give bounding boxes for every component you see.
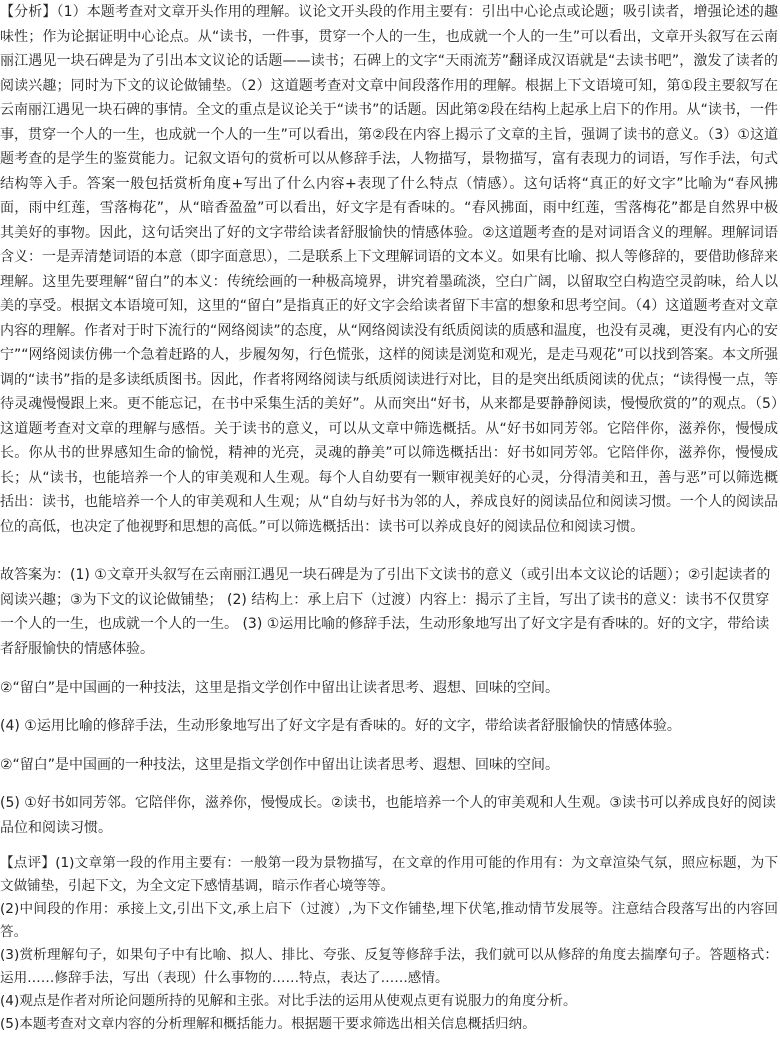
review-line-3: (3)赏析理解句子，如果句子中有比喻、拟人、排比、夸张、反复等修辞手法，我们就可以从修辞的角度去揣摩句子。答题格式：运用……修辞手法，写出（表现）什么事物的……特点，表达了……感情。 <box>0 947 778 986</box>
review-heading: 【点评】 <box>0 855 56 871</box>
review-line-5: (5)本题考查对文章内容的分析理解和概括能力。根据题干要求筛选出相关信息概括归纳。 <box>0 1016 536 1032</box>
review-text-1: (1)文章第一段的作用主要有：一般第一段为景物描写，在文章的作用可能的作用有：为文章渲染气氛，照应标题，为下文做铺垫，引起下文，为全文定下感情基调，暗示作者心境等等。 <box>0 855 778 894</box>
analysis-heading: 【分析】 <box>0 4 57 20</box>
review-section <box>0 852 778 1036</box>
answer-paragraph-1: 故答案为：(1) ①文章开头叙写在云南丽江遇见一块石碑是为了引出下文读书的意义（或引出本文议论的话题）；②引起读者的阅读兴趣；③为下文的议论做铺垫； (2) 结构上：承上启下（过渡）内容上：揭示了主旨，写出了读书的意义：读书不仅贯穿一个人的一生，也成就一个人的一生。 (3) ①运用比喻的修辞手法，生动形象地写出了好文字是有香味的。好的文字，带给读者舒服愉快的情感体验。 <box>0 567 771 657</box>
analysis-text: （1）本题考查对文章开头作用的理解。议论文开头段的作用主要有：引出中心论点或论题；吸引读者，增强论述的趣味性；作为论据证明中心论点。从“读书，一件事，贯穿一个人的一生，也成就一个人的一生”可以看出，文章开头叙写在云南丽江遇见一块石碑是为了引出本文议论的话题——读书；石碑上的文字“天雨流芳”翻译成汉语就是“去读书吧”，激发了读者的阅读兴趣；同时为下文的议论做铺垫。（2）这道题考查对文章中间段落作用的理解。根据上下文语境可知，第①段主要叙写在云南丽江遇见一块石碑的事情。全文的重点是议论关于“读书”的话题。因此第②段在结构上起承上启下的作用。从“读书，一件事，贯穿一个人的一生，也成就一个人的一生”可以看出，第②段在内容上揭示了文章的主旨，强调了读书的意义。（3）①这道题考查的是学生的鉴赏能力。记叙文语句的赏析可以从修辞手法，人物描写，景物描写，富有表现力的词语，写作手法，句式结构等入手。答案一般包括赏析角度+写出了什么内容+表现了什么特点（情感）。这句话将“真正的好文字”比喻为“春风拂面，雨中红莲，雪落梅花”，从“暗香盈盈”可以看出，好文字是有香味的。“春风拂面，雨中红莲，雪落梅花”都是自然界中极其美好的事物。因此，这句话突出了好的文字带给读者舒服愉快的情感体验。②这道题考查的是对词语含义的理解。理解词语含义：一是弄清楚词语的本意（即字面意思），二是联系上下文理解词语的文本义。如果有比喻、拟人等修辞的，要借助修辞来理解。这里先要理解“留白”的本义：传统绘画的一种极高境界，讲究着墨疏淡，空白广阔，以留取空白构造空灵韵味，给人以美的享受。根据文本语境可知，这里的“留白”是指真正的好文字会给读者留下丰富的想象和思考空间。（4）这道题考查对文章内容的理解。作者对于时下流行的“网络阅读”的态度，从“网络阅读没有纸质阅读的质感和温度，也没有灵魂，更没有内心的安宁”“网络阅读仿佛一个急着赶路的人，步履匆匆，行色慌张，这样的阅读是浏览和观光，是走马观花”可以找到答案。本文所强调的“读书”指的是多读纸质图书。因此，作者将网络阅读与纸质阅读进行对比，目的是突出纸质阅读的优点；“读得慢一点，等待灵魂慢慢跟上来。更不能忘记，在书中采集生活的美好”。从而突出“好书，从来都是要静静阅读，慢慢欣赏的”的观点。（5）这道题考查对文章的理解与感悟。关于读书的意义，可以从文章中筛选概括。从“好书如同芳邻。它陪伴你，滋养你，慢慢成长。你从书的世界感知生命的愉悦，精神的光亮，灵魂的静美”可以筛选概括出：好书如同芳邻。它陪伴你，滋养你，慢慢成长；从“读书，也能培养一个人的审美观和人生观。每个人自幼要有一颗审视美好的心灵，分得清美和丑，善与恶”可以筛选概括出：读书，也能培养一个人的审美观和人生观；从“自幼与好书为邻的人，养成良好的阅读品位和阅读习惯。一个人的阅读品位的高低，也决定了他视野和思想的高低。”可以筛选概括出：读书可以养成良好的阅读品位和阅读习惯。 <box>0 4 779 535</box>
answer-paragraph-5: (5) ①好书如同芳邻。它陪伴你，滋养你，慢慢成长。②读书，也能培养一个人的审美观和人生观。③读书可以养成良好的阅读品位和阅读习惯。 <box>0 795 776 836</box>
review-line-1 <box>0 852 778 898</box>
review-line-2: (2)中间段的作用：承接上文,引出下文,承上启下（过渡）,为下文作铺垫,埋下伏笔,推动情节发展等。注意结合段落写出的内容回答。 <box>0 901 778 940</box>
answer-paragraph-4: ②“留白”是中国画的一种技法，这里是指文学创作中留出让读者思考、遐想、回味的空间。 <box>0 757 560 773</box>
answer-paragraph-3: (4) ①运用比喻的修辞手法，生动形象地写出了好文字是有香味的。好的文字，带给读者舒服愉快的情感体验。 <box>0 718 681 734</box>
review-line-4: (4)观点是作者对所论问题所持的见解和主张。对比手法的运用从使观点更有说服力的角度分析。 <box>0 993 577 1009</box>
answer-paragraph-2: ②“留白”是中国画的一种技法，这里是指文学创作中留出让读者思考、遐想、回味的空间。 <box>0 680 560 696</box>
